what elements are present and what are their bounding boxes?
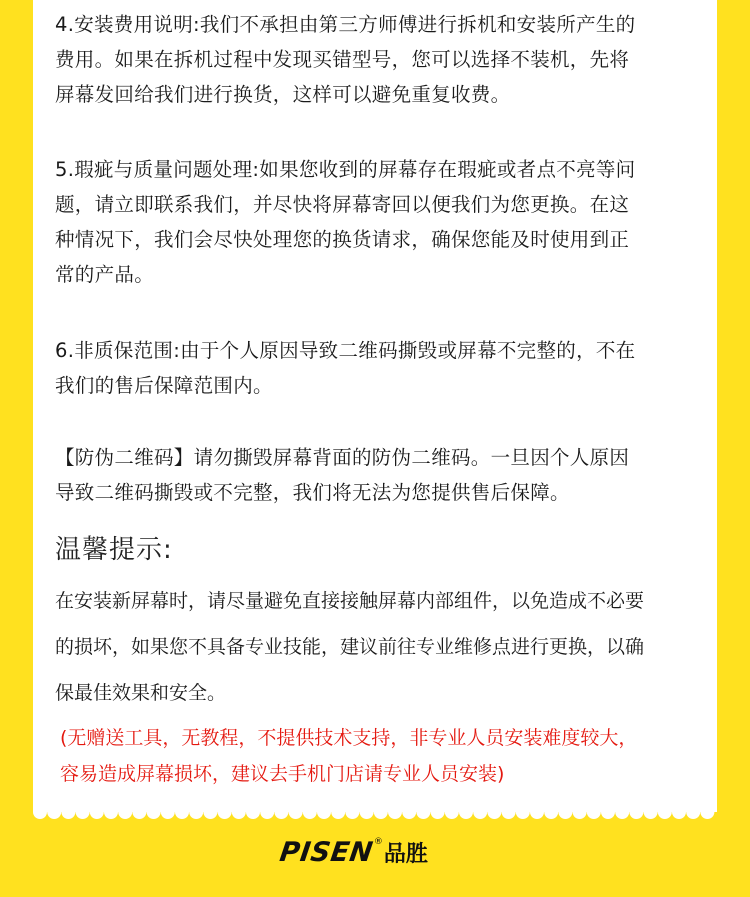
brand-logo [277, 835, 428, 869]
scallop-dot [487, 805, 501, 819]
scallop-dot [516, 805, 530, 819]
tips-title: 温馨提示: [55, 535, 173, 565]
text-line: 屏幕发回给我们进行换货，这样可以避免重复收费。 [55, 83, 511, 106]
scallop-dot [47, 805, 61, 819]
text-line: 在安装新屏幕时，请尽量避免直接接触屏幕内部组件，以免造成不必要 [55, 590, 645, 612]
scallop-dot [558, 805, 572, 819]
scallop-dot [672, 805, 686, 819]
text-line: 6.非质保范围:由于个人原因导致二维码撕毁或屏幕不完整的，不在 [55, 339, 636, 362]
scallop-dot [587, 805, 601, 819]
scallop-dot [232, 805, 246, 819]
scallop-dot [388, 805, 402, 819]
warning-note [60, 720, 637, 792]
scallop-dot [374, 805, 388, 819]
text-line: 种情况下，我们会尽快处理您的换货请求，确保您能及时使用到正 [55, 228, 630, 251]
scallop-dot [76, 805, 90, 819]
scallop-dot [416, 805, 430, 819]
registered-mark: ® [373, 837, 383, 847]
text-line: 导致二维码撕毁或不完整，我们将无法为您提供售后保障。 [55, 481, 570, 504]
brand-name-en: PISEN [277, 836, 376, 868]
scallop-dot [431, 805, 445, 819]
scallop-dot [544, 805, 558, 819]
scallop-dot [132, 805, 146, 819]
scallop-dot [118, 805, 132, 819]
section-warranty-scope [55, 333, 705, 403]
scallop-dot [303, 805, 317, 819]
text-line: 的损坏，如果您不具备专业技能，建议前往专业维修点进行更换，以确 [55, 636, 645, 658]
scallop-dot [260, 805, 274, 819]
text-line: 费用。如果在拆机过程中发现买错型号，您可以选择不装机，先将 [55, 48, 630, 71]
scallop-dot [530, 805, 544, 819]
scalloped-edge [33, 800, 717, 824]
text-line: 4.安装费用说明:我们不承担由第三方师傅进行拆机和安装所产生的 [55, 13, 636, 36]
text-line: 【防伪二维码】请勿撕毁屏幕背面的防伪二维码。一旦因个人原因 [55, 446, 630, 469]
scallop-dot [473, 805, 487, 819]
scallop-dot [331, 805, 345, 819]
scallop-dot [658, 805, 672, 819]
scallop-dot [189, 805, 203, 819]
text-line: 容易造成屏幕损坏，建议去手机门店请专业人员安装) [60, 763, 505, 785]
scallop-dot [402, 805, 416, 819]
scallop-dot [601, 805, 615, 819]
text-line: 5.瑕疵与质量问题处理:如果您收到的屏幕存在瑕疵或者点不亮等问 [55, 158, 636, 181]
text-line: 常的产品。 [55, 263, 155, 286]
text-line: (无赠送工具，无教程，不提供技术支持，非专业人员安装难度较大， [60, 727, 638, 749]
scallop-dot [289, 805, 303, 819]
scallop-dot [175, 805, 189, 819]
scallop-dot [147, 805, 161, 819]
scallop-dot [246, 805, 260, 819]
text-line: 我们的售后保障范围内。 [55, 374, 273, 397]
scallop-dot [445, 805, 459, 819]
scallop-dot [629, 805, 643, 819]
section-anti-counterfeit [55, 440, 705, 510]
scallop-dot [33, 805, 47, 819]
scallop-dot [317, 805, 331, 819]
scallop-dot [104, 805, 118, 819]
scallop-dot [700, 805, 714, 819]
scallop-dot [573, 805, 587, 819]
scallop-dot [274, 805, 288, 819]
scallop-dot [203, 805, 217, 819]
brand-name-cn: 品胜 [383, 841, 428, 867]
scallop-dot [644, 805, 658, 819]
scallop-dot [90, 805, 104, 819]
text-line: 题，请立即联系我们，并尽快将屏幕寄回以便我们为您更换。在这 [55, 193, 630, 216]
tips-body [55, 578, 644, 716]
scallop-dot [615, 805, 629, 819]
scallop-dot [345, 805, 359, 819]
scallop-dot [686, 805, 700, 819]
text-line: 保最佳效果和安全。 [55, 682, 227, 704]
scallop-dot [459, 805, 473, 819]
scallop-dot [502, 805, 516, 819]
scallop-dot [61, 805, 75, 819]
scallop-dot [161, 805, 175, 819]
section-defect-handling [55, 152, 705, 292]
scallop-dot [218, 805, 232, 819]
scallop-dot [360, 805, 374, 819]
section-install-fee [55, 7, 705, 112]
